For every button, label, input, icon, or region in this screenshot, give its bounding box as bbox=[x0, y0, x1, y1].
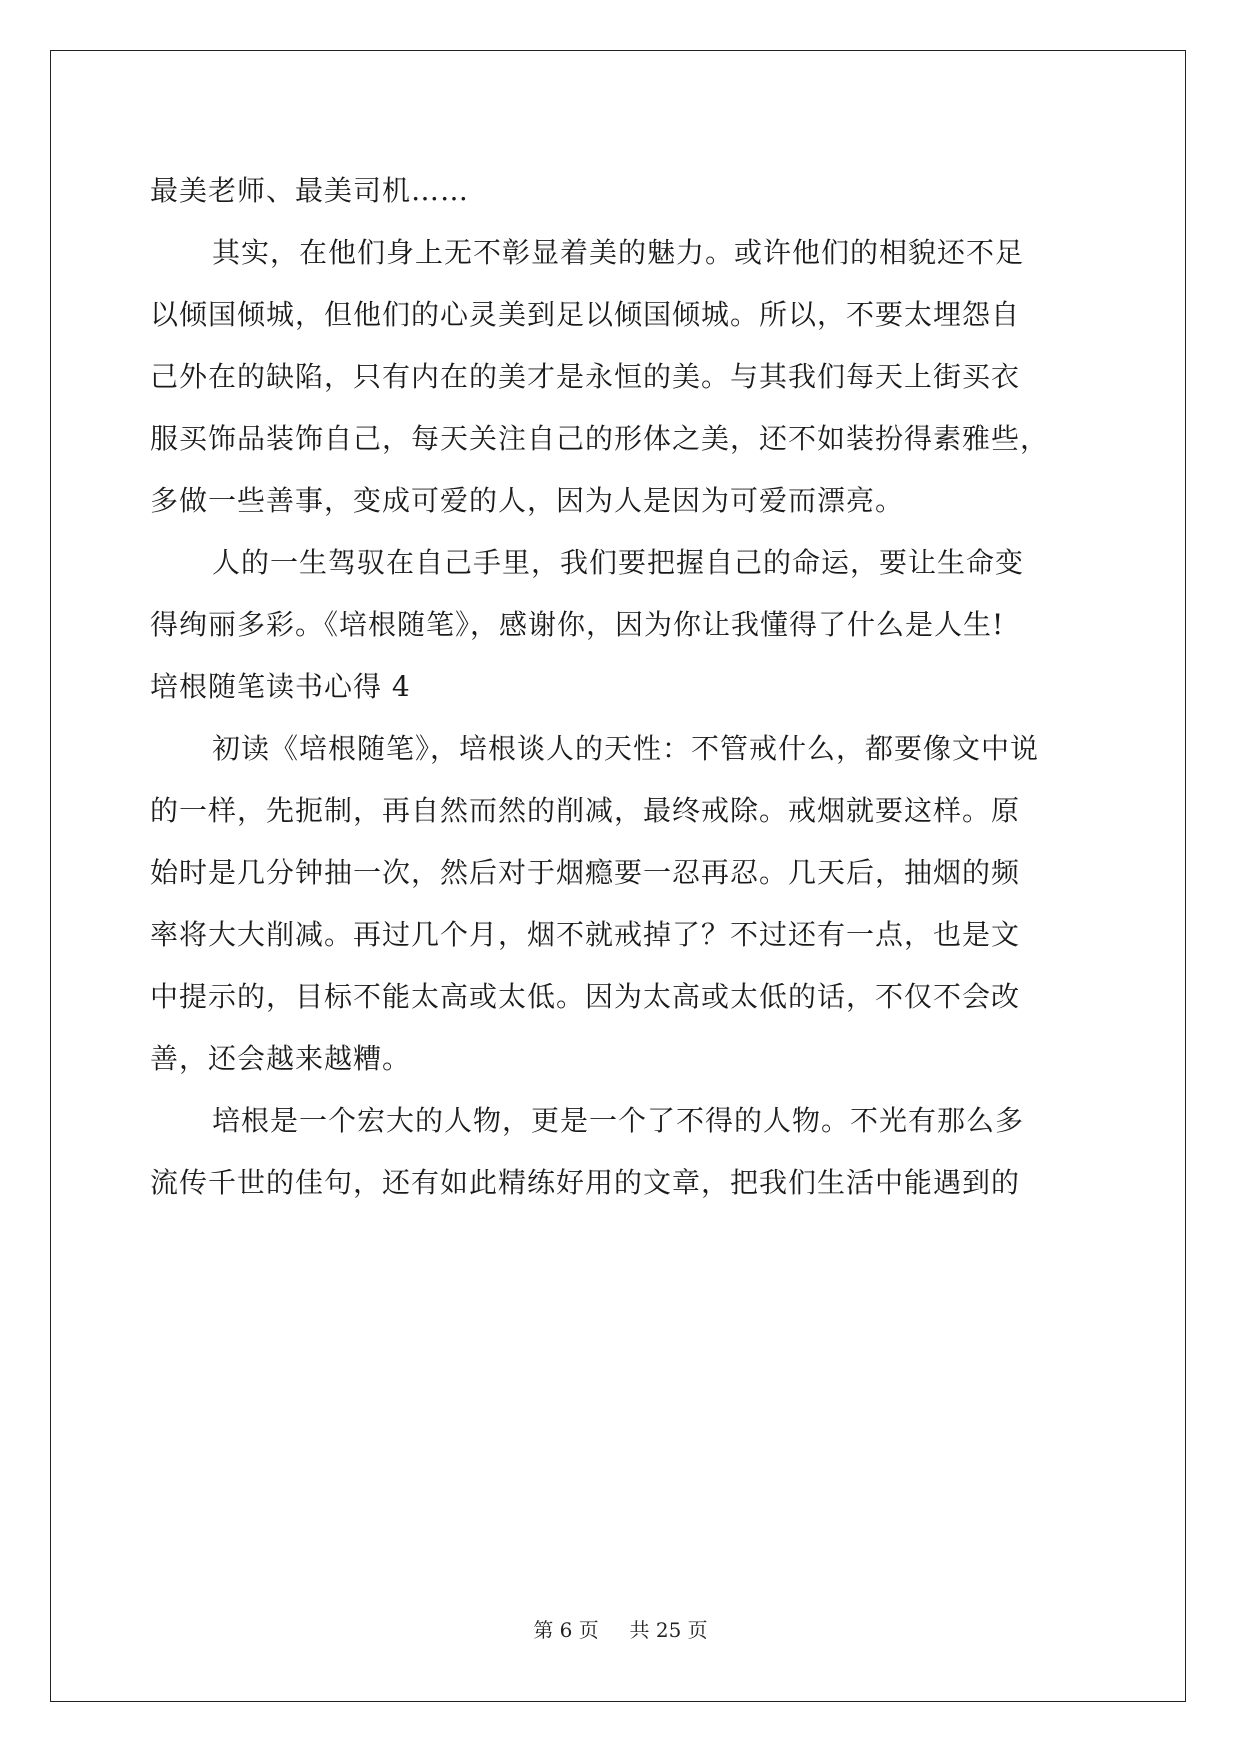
text-line: 率将大大削减。再过几个月，烟不就戒掉了？不过还有一点，也是文 bbox=[150, 918, 1021, 951]
page-footer bbox=[0, 1614, 1241, 1643]
document-body bbox=[150, 160, 1080, 1214]
text-line: 人的一生驾驭在自己手里，我们要把握自己的命运，要让生命变 bbox=[212, 546, 1025, 579]
text-line: 初读《培根随笔》，培根谈人的天性：不管戒什么，都要像文中说 bbox=[212, 732, 1040, 765]
text-line: 其实，在他们身上无不彰显着美的魅力。或许他们的相貌还不足 bbox=[212, 236, 1025, 269]
text-line: 始时是几分钟抽一次，然后对于烟瘾要一忍再忍。几天后，抽烟的频 bbox=[150, 856, 1021, 889]
text-line: 流传千世的佳句，还有如此精练好用的文章，把我们生活中能遇到的 bbox=[150, 1166, 1021, 1199]
text-line: 得绚丽多彩。《培根随笔》，感谢你，因为你让我懂得了什么是人生! bbox=[150, 608, 1005, 641]
text-line: 最美老师、最美司机…… bbox=[150, 174, 470, 207]
text-line: 中提示的，目标不能太高或太低。因为太高或太低的话，不仅不会改 bbox=[150, 980, 1021, 1013]
total-pages: 共 25 页 bbox=[629, 1618, 708, 1642]
text-line: 服买饰品装饰自己，每天关注自己的形体之美，还不如装扮得素雅些， bbox=[150, 422, 1050, 455]
text-line: 以倾国倾城，但他们的心灵美到足以倾国倾城。所以，不要太埋怨自 bbox=[150, 298, 1021, 331]
text-line: 善，还会越来越糟。 bbox=[150, 1042, 412, 1075]
section-heading: 培根随笔读书心得 4 bbox=[150, 670, 411, 703]
page-number: 第 6 页 bbox=[533, 1618, 599, 1642]
text-line: 的一样，先扼制，再自然而然的削减，最终戒除。戒烟就要这样。原 bbox=[150, 794, 1021, 827]
text-line: 多做一些善事，变成可爱的人，因为人是因为可爱而漂亮。 bbox=[150, 484, 905, 517]
text-line: 己外在的缺陷，只有内在的美才是永恒的美。与其我们每天上街买衣 bbox=[150, 360, 1021, 393]
text-line: 培根是一个宏大的人物，更是一个了不得的人物。不光有那么多 bbox=[212, 1104, 1025, 1137]
